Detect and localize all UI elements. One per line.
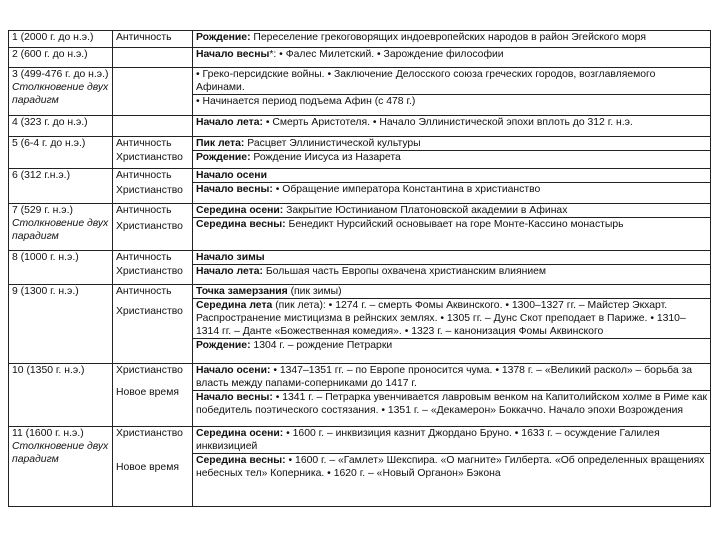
description-cell bbox=[193, 48, 711, 68]
description-cell bbox=[193, 426, 711, 506]
era-label: Античность bbox=[116, 205, 172, 217]
table-row bbox=[9, 136, 711, 169]
era-cell bbox=[113, 136, 193, 169]
row-number-cell bbox=[9, 68, 113, 116]
description-cell bbox=[193, 204, 711, 251]
row-number: 4 (323 г. до н.э.) bbox=[12, 116, 88, 128]
era-label: Христианство bbox=[116, 266, 183, 278]
description-line bbox=[193, 217, 710, 231]
row-number: 11 (1600 г. н.э.) bbox=[12, 427, 84, 439]
phase-text: (пик лета): • 1274 г. – смерть Фомы Аквинского. • 1300–1327 гг. – Майстер Экхарт. Распространение мистицизма в рейнских землях. • 1305 гг. – Дунс Скот преподает в Париже. • 1310–1314 гг. – Данте «Божественная комедия». • 1323 г. – канонизация Фомы Аквинского bbox=[196, 299, 686, 337]
phase-title: Середина лета bbox=[196, 299, 273, 311]
description-line bbox=[196, 169, 707, 182]
paradigm-note: Столкновение двух парадигм bbox=[12, 82, 109, 107]
table-row bbox=[9, 31, 711, 48]
era-cell bbox=[113, 48, 193, 68]
phase-title: Начало лета: bbox=[196, 265, 263, 277]
phase-text: • 1600 г. – «Гамлет» Шекспира. «О магните» Гилберта. «Об определенных вращениях небесных тел» Коперника. • 1620 г. – «Новый Органон» Бэкона bbox=[196, 454, 705, 479]
description-line bbox=[196, 427, 707, 453]
table-row bbox=[9, 68, 711, 116]
phase-text: (пик зимы) bbox=[287, 285, 342, 297]
phase-text: Переселение грекоговорящих индоевропейских народов в район Эгейского моря bbox=[250, 32, 646, 43]
description-line bbox=[196, 285, 707, 298]
row-number: 9 (1300 г. н.э.) bbox=[12, 285, 79, 297]
era-cell bbox=[113, 169, 193, 204]
description-cell bbox=[193, 169, 711, 204]
row-number: 10 (1350 г. н.э.) bbox=[12, 364, 85, 376]
era-label: Христианство bbox=[116, 185, 183, 197]
description-line bbox=[196, 137, 707, 150]
phase-title: Рождение: bbox=[196, 339, 251, 351]
row-number: 3 (499-476 г. до н.э.) bbox=[12, 69, 109, 81]
era-cell bbox=[113, 204, 193, 251]
description-line bbox=[196, 364, 707, 390]
row-number: 6 (312 г.н.э.) bbox=[12, 170, 71, 182]
era-label: Новое время bbox=[116, 462, 179, 474]
phase-title: Начало весны: bbox=[196, 184, 273, 196]
phase-text: 1304 г. – рождение Петрарки bbox=[250, 339, 393, 351]
era-label: Античность bbox=[116, 170, 172, 182]
phase-text: Закрытие Юстинианом Платоновской академии в Афинах bbox=[283, 205, 568, 217]
row-number-cell bbox=[9, 250, 113, 284]
description-line bbox=[196, 116, 707, 129]
description-line bbox=[196, 48, 707, 61]
phase-text: • 1347–1351 гг. – по Европе проносится чума. • 1378 г. – «Великий раскол» – борьба за власть между папами-соперниками до 1417 г. bbox=[196, 364, 693, 389]
row-number-cell bbox=[9, 48, 113, 68]
phase-title: Середина весны: bbox=[196, 219, 286, 231]
table-row bbox=[9, 363, 711, 426]
phase-title: Середина осени: bbox=[196, 427, 284, 439]
table-row bbox=[9, 426, 711, 506]
description-line bbox=[193, 94, 710, 108]
table-row bbox=[9, 48, 711, 68]
row-number-cell bbox=[9, 136, 113, 169]
era-cell bbox=[113, 284, 193, 363]
phase-text: • Начинается период подъема Афин (с 478 г.) bbox=[196, 96, 416, 108]
phase-title: Середина осени: bbox=[196, 205, 284, 217]
description-cell bbox=[193, 363, 711, 426]
era-cell bbox=[113, 68, 193, 116]
era-label: Христианство bbox=[116, 364, 183, 376]
description-line bbox=[193, 264, 710, 278]
description-line bbox=[196, 204, 707, 217]
phase-title: Середина весны: bbox=[196, 454, 286, 466]
paradigm-note: Столкновение двух парадигм bbox=[12, 218, 109, 243]
era-label: Христианство bbox=[116, 221, 183, 233]
era-cell bbox=[113, 31, 193, 48]
era-label: Христианство bbox=[116, 151, 183, 163]
table-row bbox=[9, 204, 711, 251]
row-number-cell bbox=[9, 204, 113, 251]
description-line bbox=[193, 150, 710, 164]
timeline-table bbox=[8, 30, 711, 507]
table-row bbox=[9, 250, 711, 284]
era-cell bbox=[113, 426, 193, 506]
phase-title: Рождение: bbox=[196, 151, 251, 163]
phase-text: Большая часть Европы охвачена христианским влиянием bbox=[262, 265, 547, 277]
description-line bbox=[193, 390, 710, 417]
row-number: 7 (529 г. н.э.) bbox=[12, 205, 73, 217]
phase-title: Начало зимы bbox=[196, 251, 265, 263]
table-row bbox=[9, 284, 711, 363]
era-label: Античность bbox=[116, 251, 172, 263]
phase-title: Точка замерзания bbox=[196, 285, 288, 297]
era-cell bbox=[113, 115, 193, 136]
description-cell bbox=[193, 284, 711, 363]
row-number: 5 (6-4 г. до н.э.) bbox=[12, 137, 86, 149]
row-number-cell bbox=[9, 115, 113, 136]
row-number-cell bbox=[9, 426, 113, 506]
table-row bbox=[9, 115, 711, 136]
description-line bbox=[193, 182, 710, 196]
era-cell bbox=[113, 250, 193, 284]
description-line bbox=[193, 453, 710, 480]
phase-title: Начало осени: bbox=[196, 364, 271, 376]
row-number-cell bbox=[9, 363, 113, 426]
row-number: 2 (600 г. до н.э.) bbox=[12, 49, 88, 61]
era-label: Античность bbox=[116, 137, 172, 149]
description-line bbox=[196, 251, 707, 264]
row-number: 8 (1000 г. н.э.) bbox=[12, 251, 79, 263]
description-line bbox=[193, 298, 710, 338]
description-cell bbox=[193, 31, 711, 48]
phase-text: • Греко-персидские войны. • Заключение Делосского союза греческих городов, возглавляемого Афинами. bbox=[196, 69, 656, 94]
paradigm-note: Столкновение двух парадигм bbox=[12, 440, 109, 465]
era-label: Античность bbox=[116, 285, 172, 297]
era-cell bbox=[113, 363, 193, 426]
description-cell bbox=[193, 250, 711, 284]
description-cell bbox=[193, 68, 711, 116]
phase-text: *: • Фалес Милетский. • Зарождение философии bbox=[269, 49, 504, 61]
row-number-cell bbox=[9, 31, 113, 48]
phase-text: • 1600 г. – инквизиция казнит Джордано Бруно. • 1633 г. – осуждение Галилея инквизицией bbox=[196, 427, 660, 452]
era-label: Христианство bbox=[116, 427, 183, 439]
phase-text: • 1341 г. – Петрарка увенчивается лавровым венком на Капитолийском холме в Риме как победитель поэтического состязания. • 1351 г. – «Декамерон» Боккаччо. Начало эпохи Возрождения bbox=[196, 391, 708, 416]
phase-text: Рождение Иисуса из Назарета bbox=[250, 151, 401, 163]
phase-text: • Обращение императора Константина в христианство bbox=[272, 184, 541, 196]
phase-title: Начало весны bbox=[196, 49, 270, 61]
phase-title: Начало осени bbox=[196, 170, 267, 182]
phase-text: • Смерть Аристотеля. • Начало Эллинистической эпохи вплоть до 312 г. н.э. bbox=[262, 116, 633, 128]
phase-text: Расцвет Эллинистической культуры bbox=[244, 137, 421, 149]
phase-title: Пик лета: bbox=[196, 137, 245, 149]
phase-title: Рождение: bbox=[196, 32, 251, 43]
phase-text: Бенедикт Нурсийский основывает на горе Монте-Кассино монастырь bbox=[285, 219, 624, 231]
description-line bbox=[196, 68, 707, 94]
era-label: Христианство bbox=[116, 305, 183, 317]
era-label: Античность bbox=[116, 32, 172, 43]
description-line bbox=[193, 338, 710, 352]
phase-title: Начало весны: bbox=[196, 391, 273, 403]
row-number: 1 (2000 г. до н.э.) bbox=[12, 32, 94, 43]
table-row bbox=[9, 169, 711, 204]
description-line bbox=[196, 31, 707, 44]
era-label: Новое время bbox=[116, 386, 179, 398]
phase-title: Начало лета: bbox=[196, 116, 263, 128]
description-cell bbox=[193, 136, 711, 169]
row-number-cell bbox=[9, 169, 113, 204]
row-number-cell bbox=[9, 284, 113, 363]
description-cell bbox=[193, 115, 711, 136]
